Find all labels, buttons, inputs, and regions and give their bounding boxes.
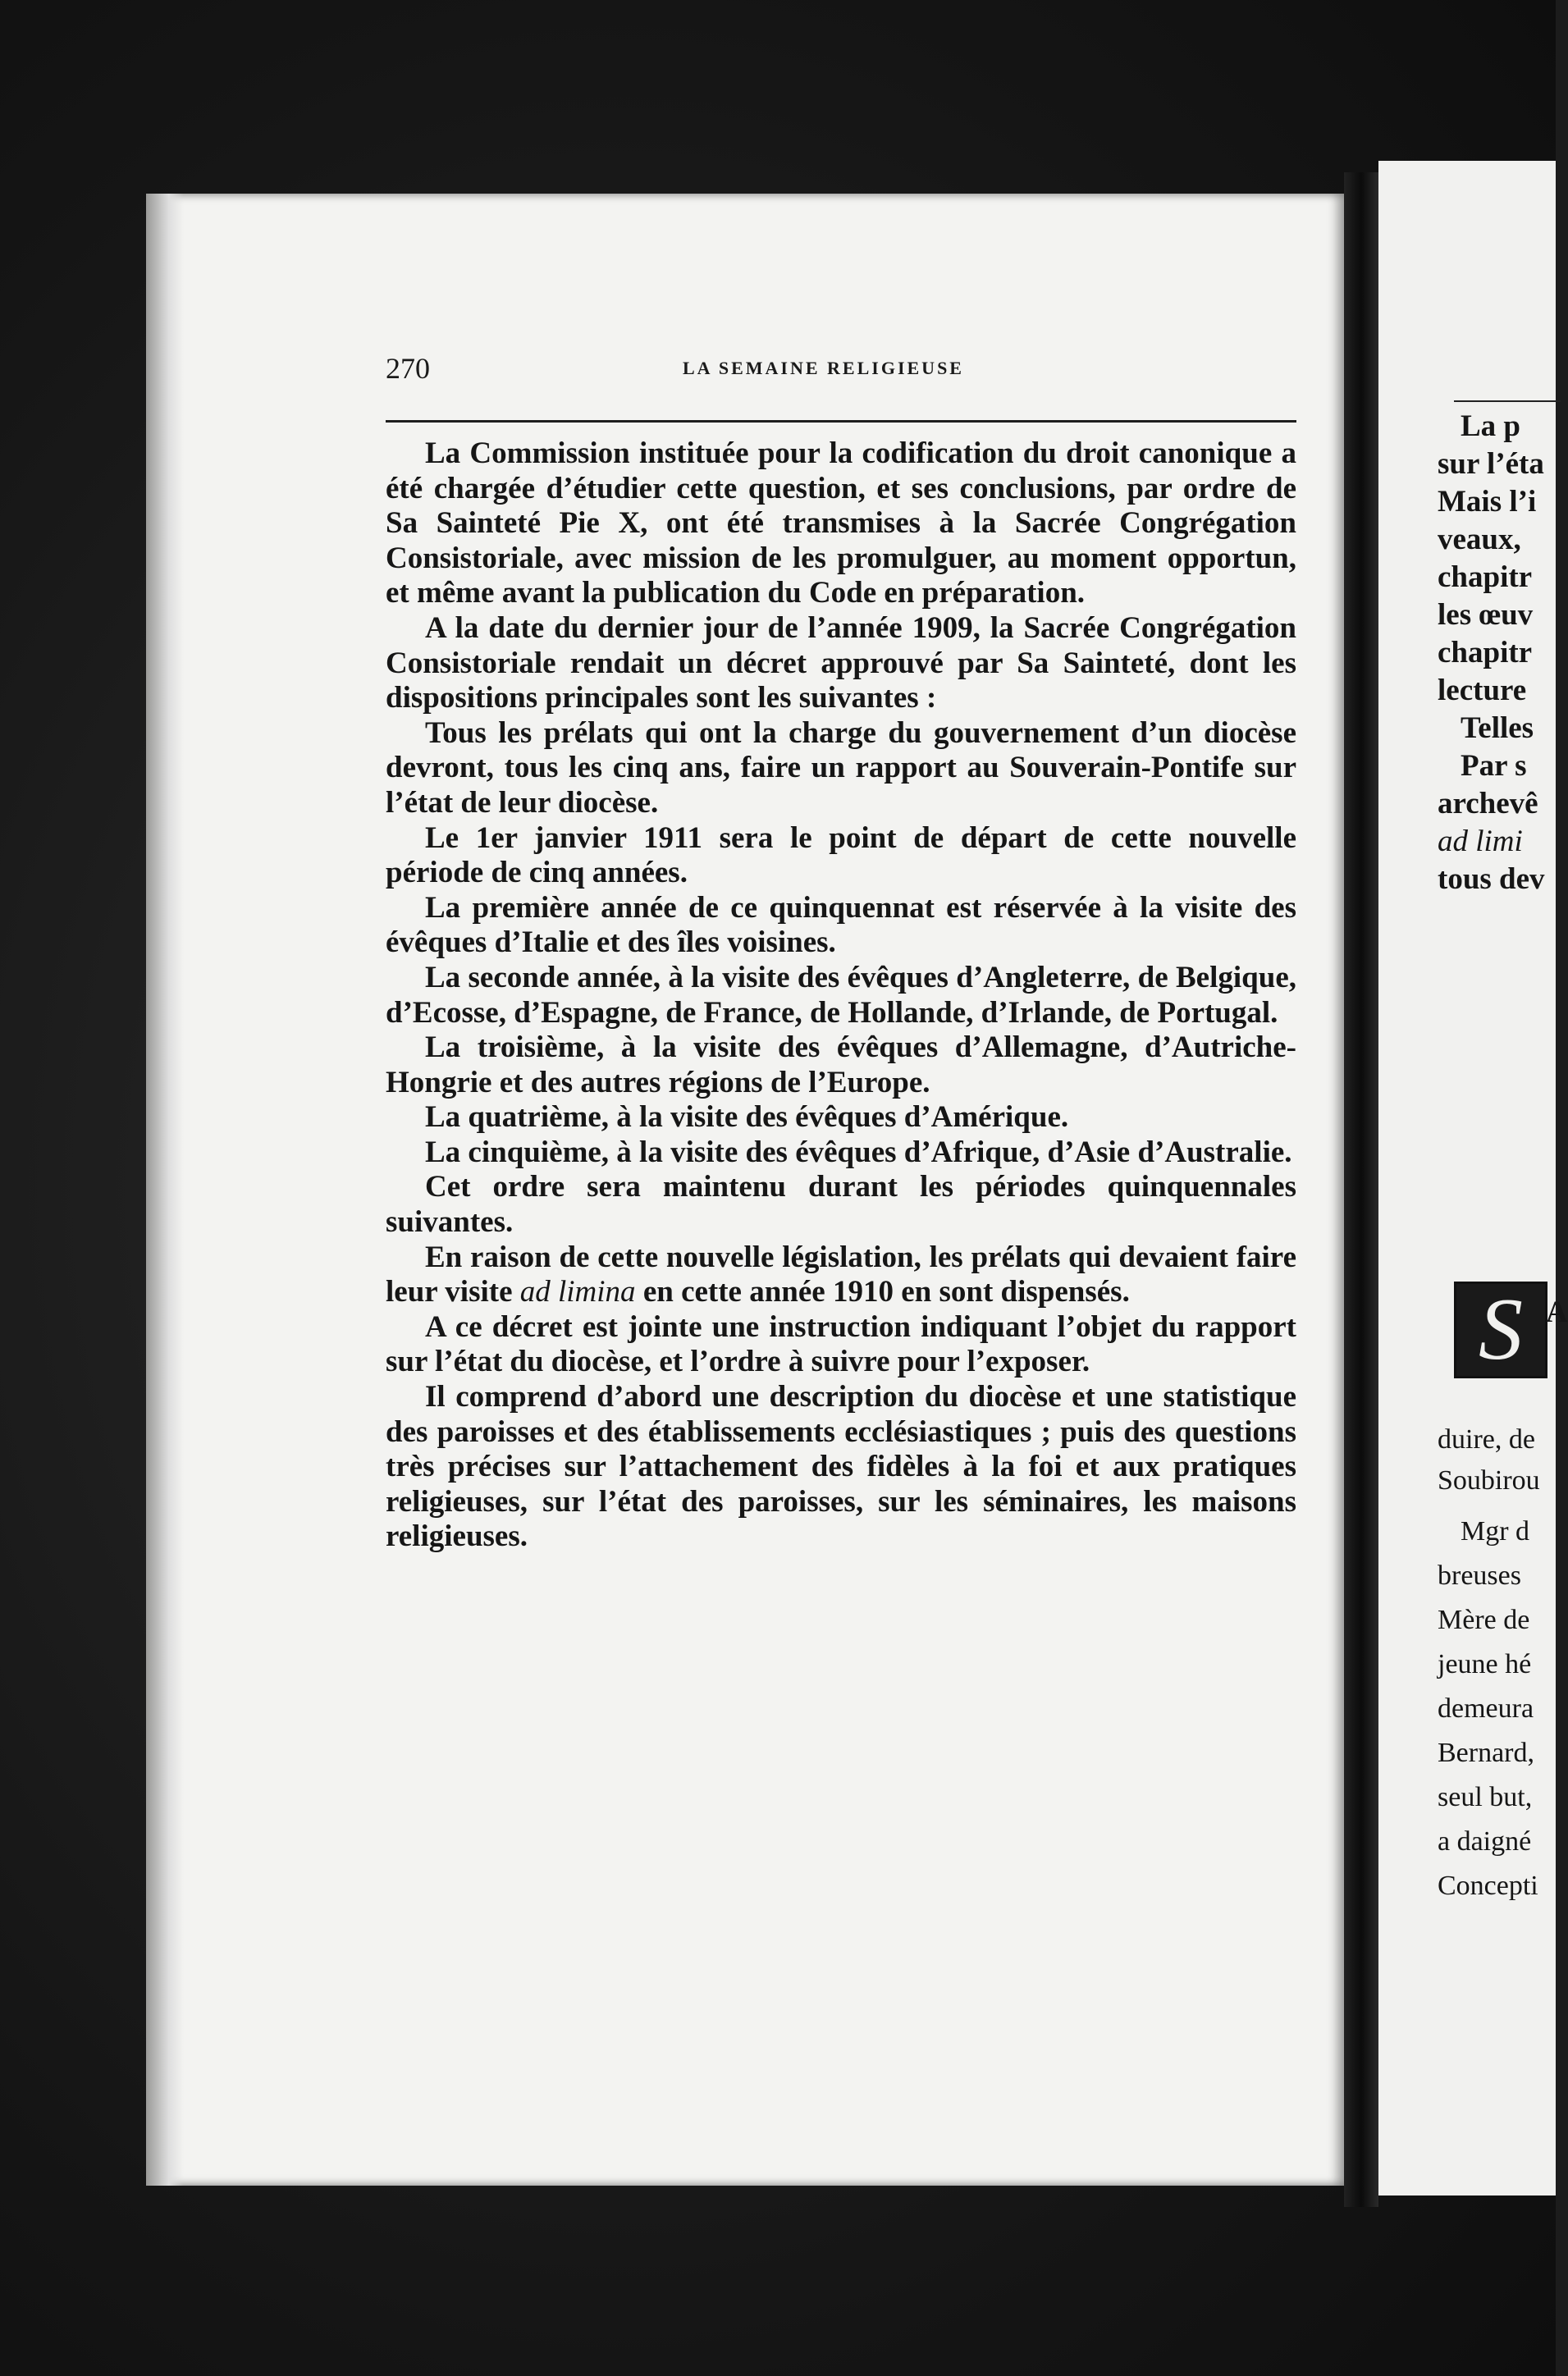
right-line: Par s [1461,749,1527,783]
paragraph: A la date du dernier jour de l’année 1909, la Sacrée Congrégation Consistoriale rendait un décret approuvé par Sa Sainteté, dont les dispositions principales sont les suivantes : [386,610,1296,715]
running-head: LA SEMAINE RELIGIEUSE [683,358,964,378]
book-gutter [1344,172,1378,2207]
paragraph: La troisième, à la visite des évêques d’Allemagne, d’Autriche-Hongrie et des autres régions de l’Europe. [386,1030,1296,1099]
paragraph: La quatrième, à la visite des évêques d’Amérique. [425,1100,1069,1135]
right-line: seul but, [1438,1782,1533,1812]
paragraph: A ce décret est jointe une instruction indiquant l’objet du rapport sur l’état du diocèse, et l’ordre à suivre pour l’exposer. [386,1309,1296,1379]
right-line: jeune hé [1438,1649,1532,1679]
right-line: breuses [1438,1560,1521,1591]
right-line: Soubirou [1438,1465,1540,1496]
dropcap-ornament [1454,1282,1547,1378]
page-number: 270 [386,352,430,385]
paragraph-ad-limina [386,1241,1296,1310]
header-rule [386,420,1296,423]
right-line: La p [1461,409,1521,443]
italic-term: ad limina [519,1275,636,1309]
dropcap-letter: S [1479,1281,1523,1378]
paragraph: La cinquième, à la visite des évêques d’Afrique, d’Asie d’Australie. [425,1135,1292,1169]
right-line: les œuv [1438,598,1534,632]
paragraph: Tous les prélats qui ont la charge du gouvernement d’un diocèse devront, tous les cinq ans, faire un rapport au Souverain-Pontife sur l’état de leur diocèse. [386,715,1296,820]
right-page-fragment [1378,161,1568,2196]
right-line: Mais l’i [1438,485,1537,519]
right-line: a daigné [1438,1826,1532,1857]
right-line: veaux, [1438,523,1521,556]
paragraph: La première année de ce quinquennat est réservée à la visite des évêques d’Italie et des îles voisines. [386,890,1296,960]
paragraph: Il comprend d’abord une description du diocèse et une statistique des paroisses et des établissements ecclésiastiques ; puis des questions très précises sur l’attachement des fidèles à la foi et aux pratiques religieuses, sur l’état des paroisses, sur les séminaires, les maisons religieuses. [386,1380,1296,1554]
right-line: chapitr [1438,636,1533,669]
right-line: Bernard, [1438,1738,1535,1768]
right-line: Mère de [1438,1605,1530,1635]
paragraph: Cet ordre sera maintenu durant les périodes quinquennales suivantes. [386,1170,1296,1240]
right-line: archevê [1438,787,1538,820]
right-line: chapitr [1438,560,1533,594]
right-line: demeura [1438,1693,1534,1724]
right-header-rule [1454,400,1561,402]
right-line: Telles [1461,711,1534,745]
right-line: duire, de [1438,1424,1535,1455]
right-line: A [1546,1295,1568,1329]
right-line: lecture [1438,674,1527,707]
right-line: sur l’éta [1438,447,1544,481]
paragraph: Le 1er janvier 1911 sera le point de départ de cette nouvelle période de cinq années. [386,820,1296,890]
right-line: Mgr d [1461,1516,1530,1547]
right-line: Concepti [1438,1871,1538,1901]
text-run: En raison de cette nouvelle législation, les prélats qui devaient faire leur visite [386,1240,1296,1309]
right-line: tous dev [1438,862,1545,896]
body-text [386,436,1296,1555]
paragraph: La Commission instituée pour la codification du droit canonique a été chargée d’étudier cette question, et ses conclusions, par ordre de Sa Sainteté Pie X, ont été transmises à la Sacrée Congrégation Consistoriale, avec mission de les promulguer, au moment opportun, et même avant la publication du Code en préparation. [386,436,1296,610]
text-run: en cette année 1910 en sont dispensés. [635,1275,1130,1309]
right-line-italic: ad limi [1438,825,1523,858]
page-header [386,351,1296,392]
paragraph: La seconde année, à la visite des évêques d’Angleterre, de Belgique, d’Ecosse, d’Espagne, de France, de Hollande, d’Irlande, de Portugal. [386,960,1296,1030]
